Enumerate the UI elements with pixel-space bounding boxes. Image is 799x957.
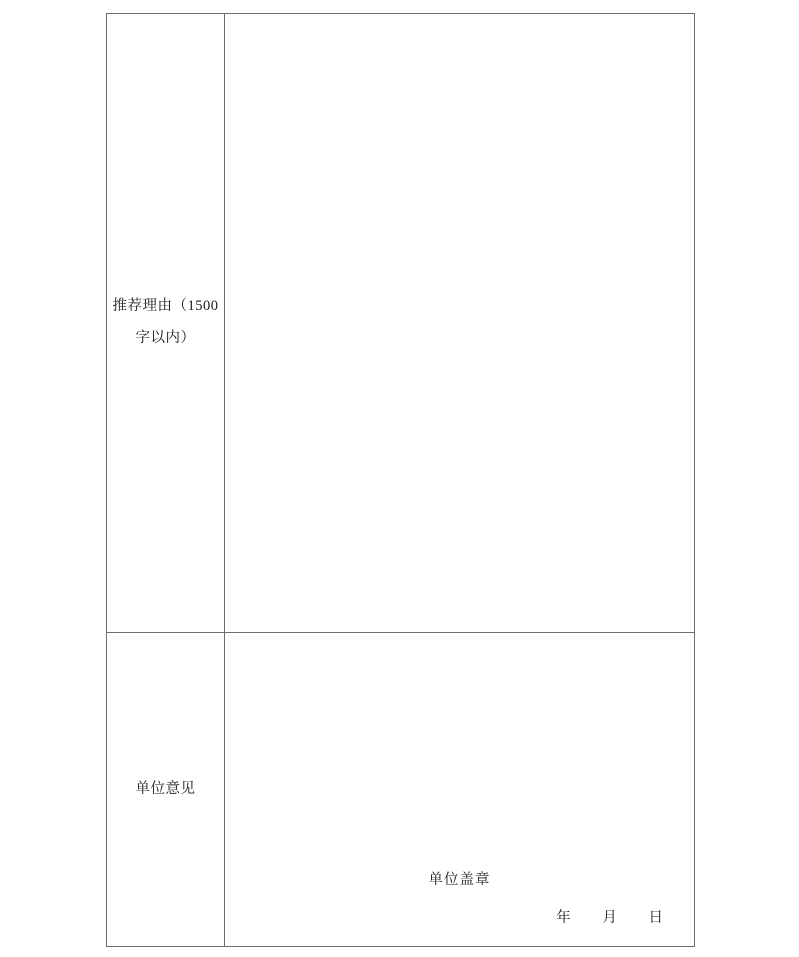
table-row-recommendation-reason	[107, 14, 695, 633]
recommendation-reason-label-line-1: 推荐理由（1500	[112, 298, 219, 315]
unit-opinion-content-cell[interactable]	[225, 633, 695, 947]
date-year-label: 年	[556, 910, 572, 926]
recommendation-reason-label	[107, 14, 224, 632]
unit-opinion-label-cell	[107, 633, 225, 947]
recommendation-reason-label-line-2: 字以内）	[135, 330, 196, 346]
recommendation-form-table	[106, 13, 695, 947]
recommendation-reason-label-cell	[107, 14, 225, 633]
unit-opinion-content[interactable]	[225, 633, 694, 946]
date-day-label: 日	[648, 910, 664, 926]
recommendation-reason-content-cell[interactable]	[225, 14, 695, 633]
recommendation-reason-content[interactable]	[225, 14, 694, 632]
unit-seal-text: 单位盖章	[428, 872, 491, 888]
date-month-label: 月	[602, 910, 618, 926]
unit-opinion-label	[107, 633, 224, 946]
unit-opinion-label-line-1: 单位意见	[135, 780, 196, 797]
date-signature-line[interactable]	[556, 906, 664, 927]
table-row-unit-opinion	[107, 633, 695, 947]
